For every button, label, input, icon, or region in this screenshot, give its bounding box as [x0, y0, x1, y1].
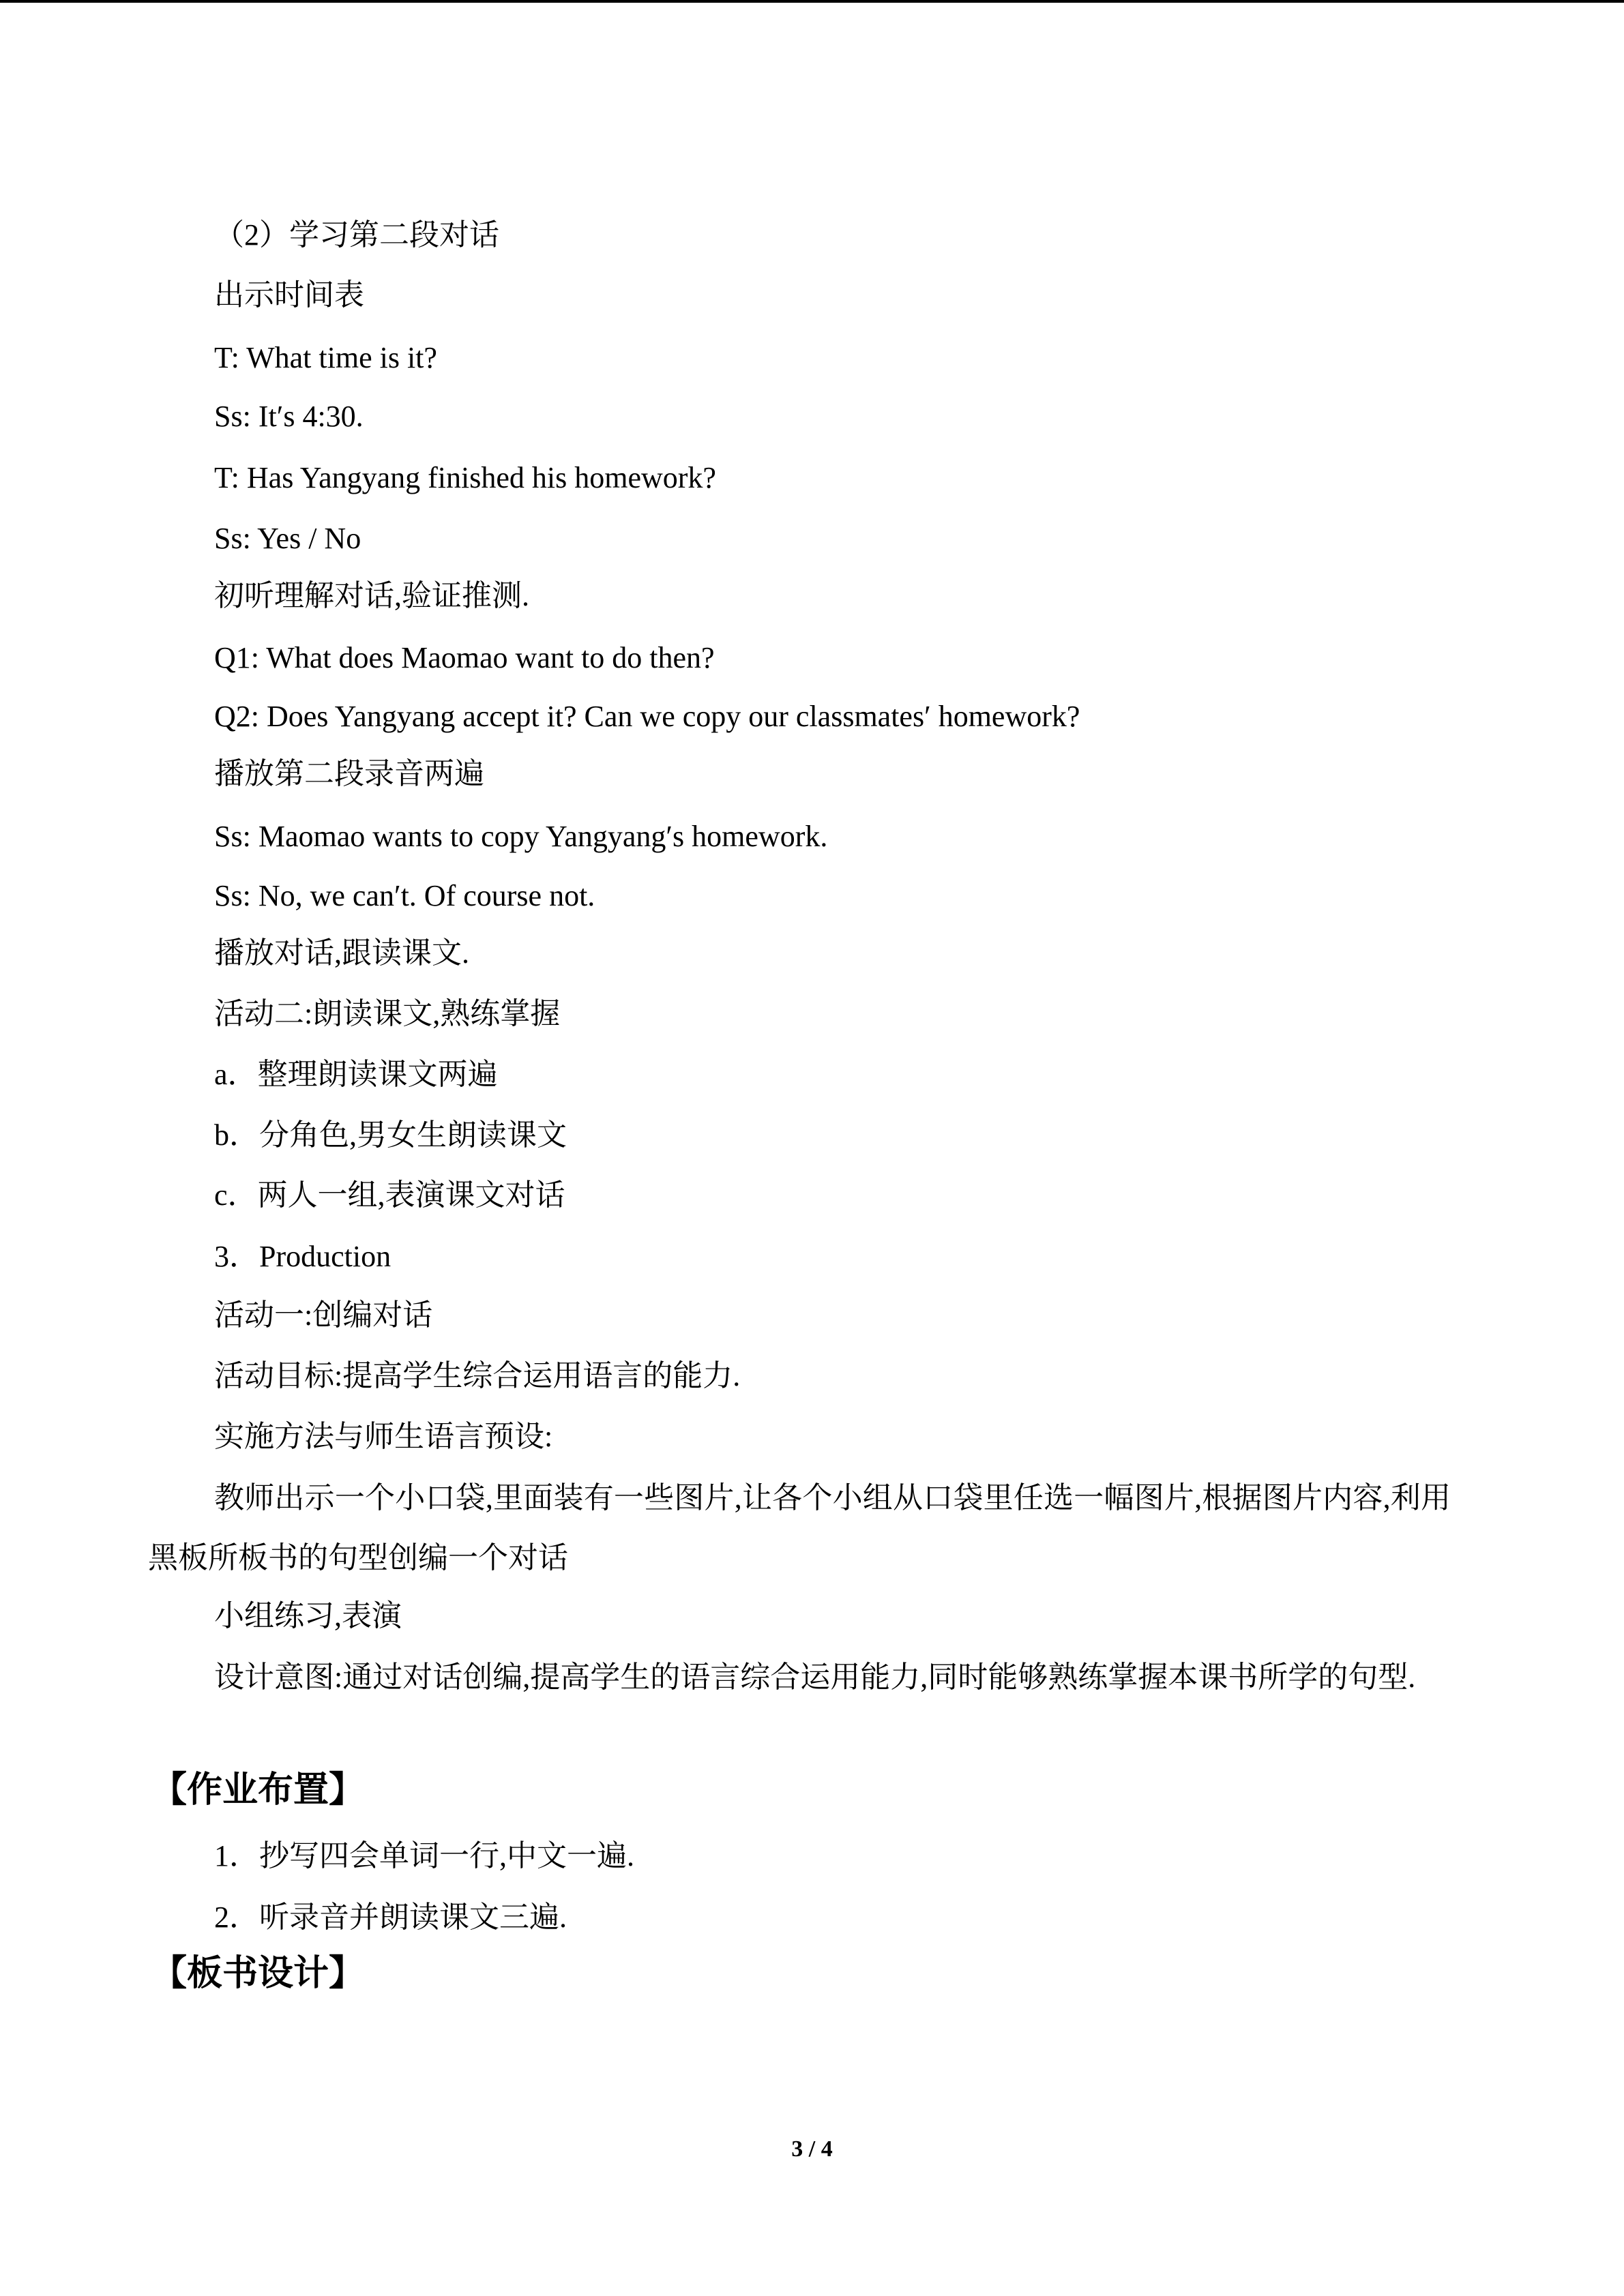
- dialogue-line: Ss: No, we can′t. Of course not.: [214, 879, 595, 912]
- dialogue-line: Ss: Yes / No: [214, 522, 361, 555]
- list-item: c．两人一组,表演课文对话: [214, 1178, 565, 1212]
- question-line: Q2: Does Yangyang accept it? Can we copy our classmates′ homework?: [214, 700, 1080, 733]
- text-line: 播放对话,跟读课文.: [214, 936, 469, 970]
- homework-item: 2．听录音并朗读课文三遍.: [214, 1900, 567, 1934]
- text-line: 初听理解对话,验证推测.: [214, 579, 529, 612]
- section-subtitle: （2）学习第二段对话: [214, 218, 499, 252]
- text-line: 小组练习,表演: [214, 1599, 402, 1632]
- text-line: 播放第二段录音两遍: [214, 757, 484, 790]
- question-line: Q1: What does Maomao want to do then?: [214, 641, 715, 674]
- activity-title: 活动一:创编对话: [214, 1298, 433, 1332]
- section-title: 3．Production: [214, 1240, 392, 1273]
- activity-title: 活动二:朗读课文,熟练掌握: [214, 997, 561, 1030]
- dialogue-line: T: What time is it?: [214, 341, 437, 374]
- text-line: 活动目标:提高学生综合运用语言的能力.: [214, 1359, 741, 1392]
- body-paragraph: 教师出示一个小口袋,里面装有一些图片,让各个小组从口袋里任选一幅图片,根据图片内容,利用黑板所板书的句型创编一个对话: [148, 1481, 1451, 1575]
- dialogue-line: Ss: It′s 4:30.: [214, 400, 364, 433]
- dialogue-line: T: Has Yangyang finished his homework?: [214, 461, 716, 494]
- page-number: 3 / 4: [791, 2136, 833, 2162]
- homework-item: 1．抄写四会单词一行,中文一遍.: [214, 1839, 634, 1873]
- text-line: 实施方法与师生语言预设:: [214, 1420, 553, 1453]
- dialogue-line: Ss: Maomao wants to copy Yangyang′s homework.: [214, 820, 828, 853]
- board-design-heading: 【板书设计】: [151, 1954, 365, 1993]
- body-paragraph: 设计意图:通过对话创编,提高学生的语言综合运用能力,同时能够熟练掌握本课书所学的句型.: [214, 1660, 1416, 1694]
- text-line: 出示时间表: [214, 278, 364, 312]
- list-item: a．整理朗读课文两遍: [214, 1058, 498, 1091]
- homework-heading: 【作业布置】: [151, 1771, 365, 1810]
- list-item: b．分角色,男女生朗读课文: [214, 1118, 567, 1152]
